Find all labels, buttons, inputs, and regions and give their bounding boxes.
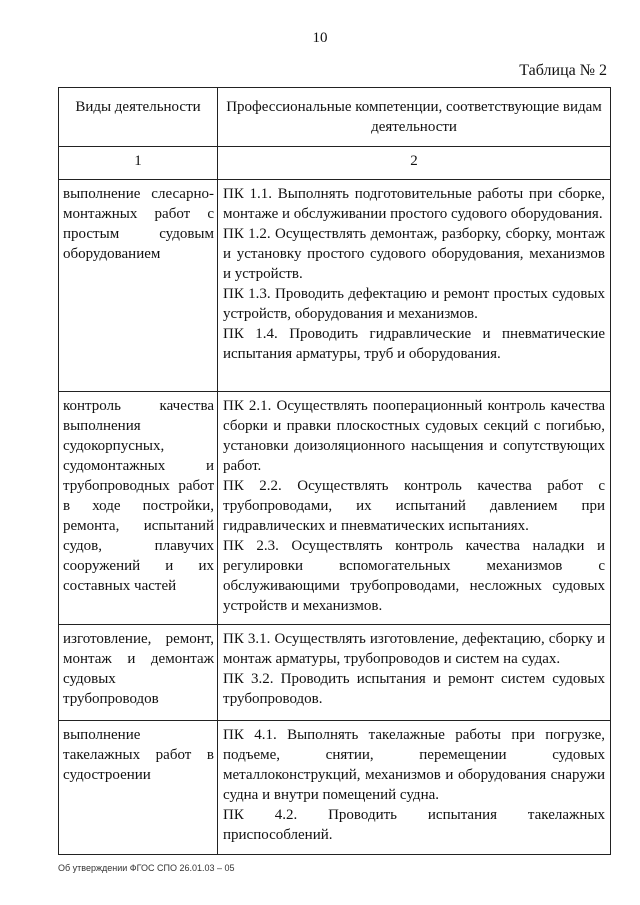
column-number-2: 2 [218, 147, 611, 180]
competency-item: ПК 3.1. Осуществлять изготовление, дефектацию, сборку и монтаж арматуры, трубопроводов и систем на судах. [223, 631, 605, 667]
competency-item: ПК 1.2. Осуществлять демонтаж, разборку, сборку, монтаж и установку простого судового оборудования, механизмов и устройств. [223, 226, 605, 282]
table-row [59, 392, 611, 625]
table-row [59, 180, 611, 392]
activity-cell: изготовление, ремонт, монтаж и демонтаж судовых трубопроводов [59, 625, 218, 721]
activity-cell: контроль качества выполнения судокорпусных, судомонтажных и трубопроводных работ в ходе постройки, ремонта, испытаний судов, плавучих сооружений и их составных частей [59, 392, 218, 625]
competencies-cell [218, 625, 611, 721]
table-header-row [59, 88, 611, 147]
competency-item: ПК 4.1. Выполнять такелажные работы при погрузке, подъеме, снятии, перемещении судовых металлоконструкций, механизмов и оборудования снаружи судна и внутри помещений судна. [223, 727, 605, 803]
header-competencies: Профессиональные компетенции, соответствующие видам деятельности [218, 88, 611, 147]
competency-item: ПК 2.2. Осуществлять контроль качества работ с трубопроводами, их испытаний давлением при гидравлических и пневматических испытаниях. [223, 478, 605, 534]
competency-item: ПК 1.3. Проводить дефектацию и ремонт простых судовых устройств, оборудования и механизмов. [223, 286, 605, 322]
page-number: 10 [312, 30, 328, 46]
column-number-1: 1 [59, 147, 218, 180]
column-number-row [59, 147, 611, 180]
competency-item: ПК 4.2. Проводить испытания такелажных приспособлений. [223, 807, 605, 843]
competency-item: ПК 2.1. Осуществлять пооперационный контроль качества сборки и правки плоскостных судовых секций с погибью, установки доизоляционного насыщения и сопутствующих работ. [223, 398, 605, 474]
competency-item: ПК 1.4. Проводить гидравлические и пневматические испытания арматуры, труб и оборудования. [223, 326, 605, 362]
header-activity: Виды деятельности [59, 88, 218, 147]
table-row [59, 721, 611, 855]
table-row [59, 625, 611, 721]
table-caption: Таблица № 2 [519, 62, 607, 79]
competency-item: ПК 3.2. Проводить испытания и ремонт систем судовых трубопроводов. [223, 671, 605, 707]
activity-cell: выполнение слесарно-монтажных работ с простым судовым оборудованием [59, 180, 218, 392]
competencies-table [58, 87, 611, 855]
competencies-cell [218, 180, 611, 392]
competencies-cell [218, 392, 611, 625]
competencies-cell [218, 721, 611, 855]
competency-item: ПК 1.1. Выполнять подготовительные работы при сборке, монтаже и обслуживании простого судового оборудования. [223, 186, 605, 222]
competency-item: ПК 2.3. Осуществлять контроль качества наладки и регулировки вспомогательных механизмов с обслуживающими трубопроводами, несложных судовых устройств и механизмов. [223, 538, 605, 614]
activity-cell: выполнение такелажных работ в судостроении [59, 721, 218, 855]
document-footer: Об утверждении ФГОС СПО 26.01.03 – 05 [58, 863, 235, 873]
